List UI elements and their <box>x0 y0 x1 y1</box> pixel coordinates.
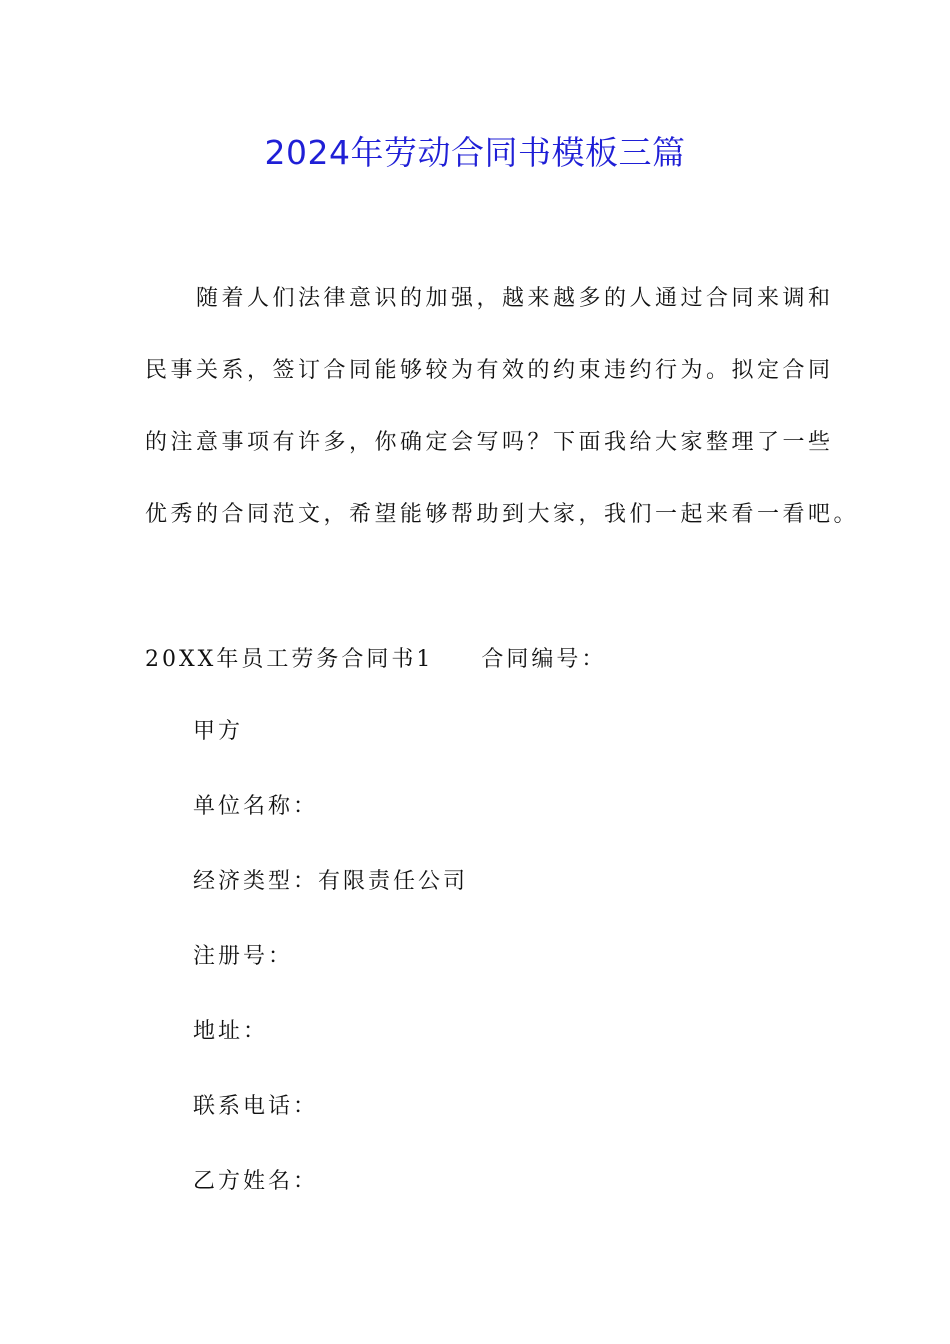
contract-number-label: 合同编号： <box>481 647 607 672</box>
intro-line: 的注意事项有许多，你确定会写吗？下面我给大家整理了一些 <box>145 430 834 455</box>
phone-field: 联系电话： <box>193 1094 319 1119</box>
contract-heading <box>145 640 825 680</box>
intro-paragraph <box>145 263 860 551</box>
intro-line: 民事关系，签订合同能够较为有效的约束违约行为。拟定合同 <box>145 358 834 383</box>
intro-line: 优秀的合同范文，希望能够帮助到大家，我们一起来看一看吧。 <box>145 502 860 527</box>
contract-title: 20XX年员工劳务合同书1 <box>145 647 434 672</box>
party-a-heading: 甲方 <box>193 719 244 744</box>
party-b-name-field: 乙方姓名： <box>193 1169 319 1194</box>
document-title: 2024年劳动合同书模板三篇 <box>264 133 686 172</box>
intro-line: 随着人们法律意识的加强，越来越多的人通过合同来调和 <box>145 286 834 311</box>
contract-fields <box>193 712 793 1237</box>
company-name-field: 单位名称： <box>193 794 319 819</box>
registration-number-field: 注册号： <box>193 944 294 969</box>
economic-type-field: 经济类型：有限责任公司 <box>193 869 469 894</box>
address-field: 地址： <box>193 1019 269 1044</box>
